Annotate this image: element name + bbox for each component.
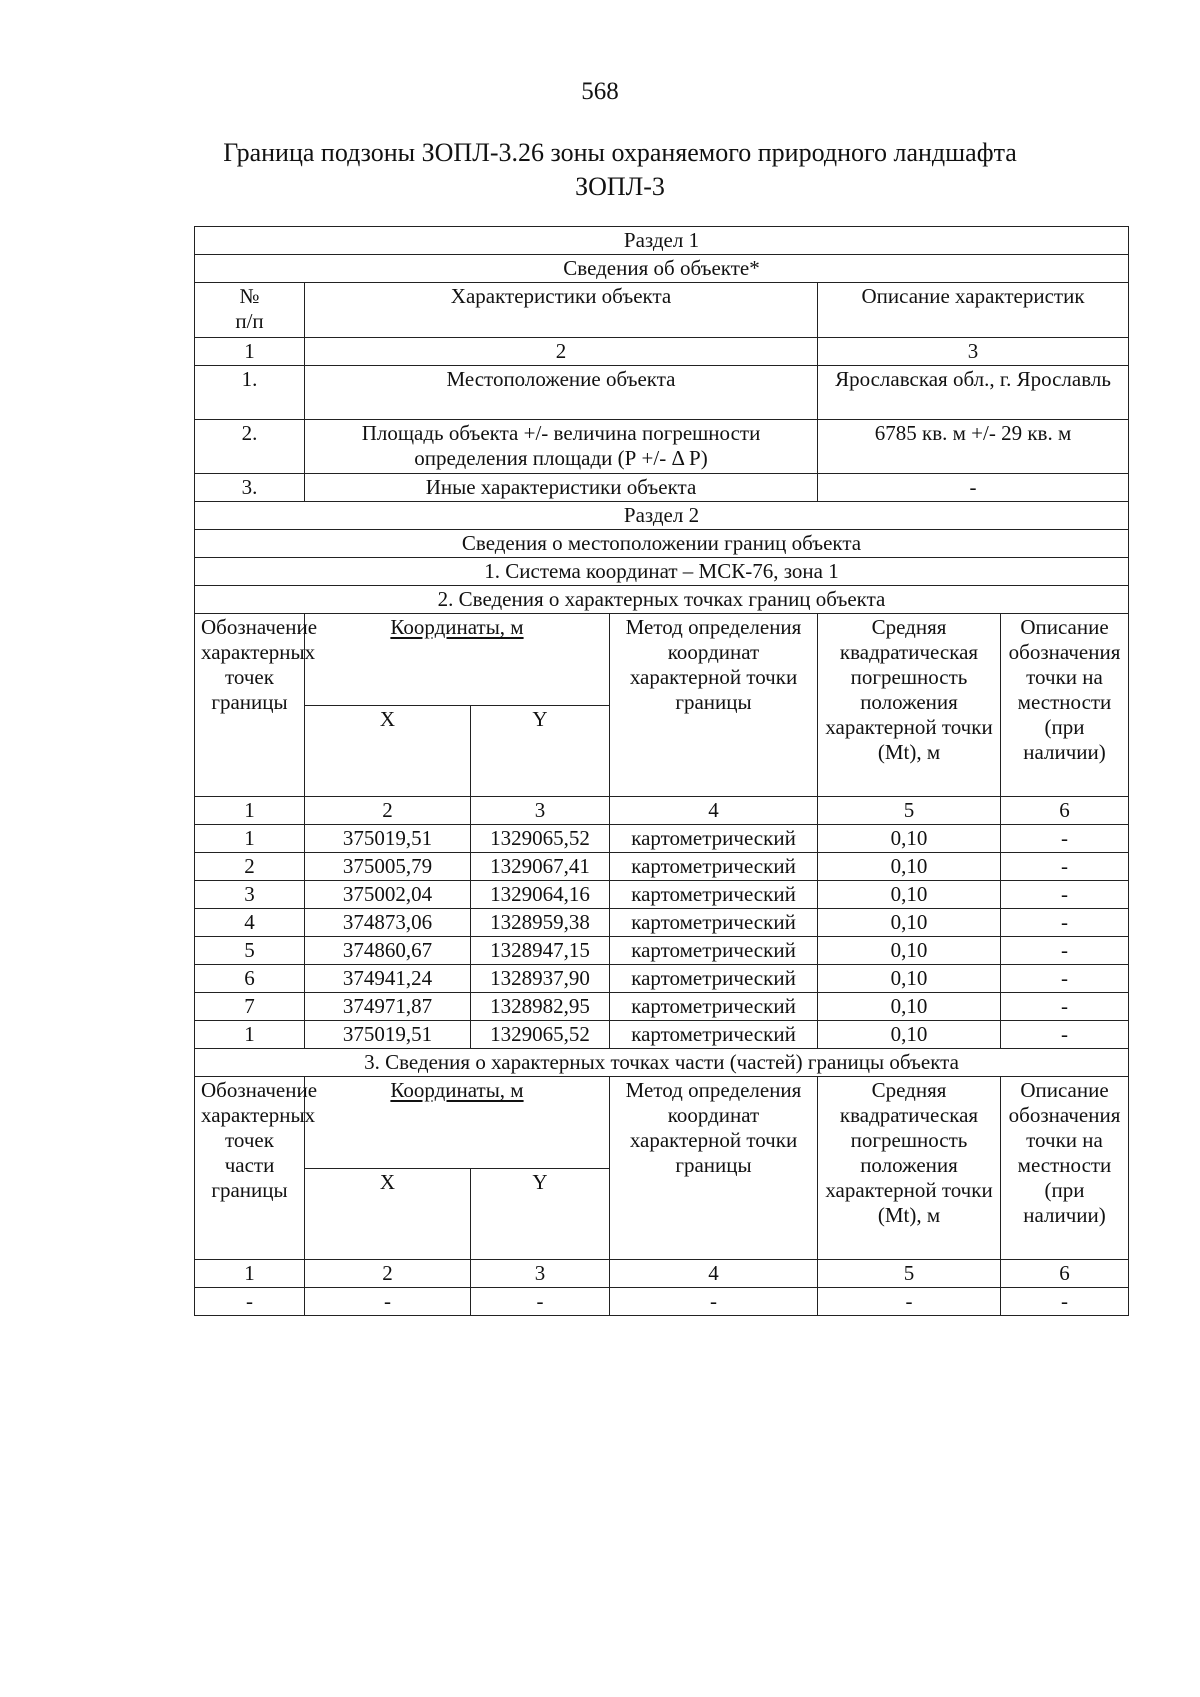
point-y: 1329065,52 <box>471 1021 610 1049</box>
title-line-2: ЗОПЛ-3 <box>575 172 665 201</box>
index-cell: 5 <box>818 1260 1001 1288</box>
point-error: 0,10 <box>818 909 1001 937</box>
point-number: 5 <box>195 937 305 965</box>
index-cell: 2 <box>305 338 818 366</box>
section2-header: Раздел 2 <box>195 502 1129 530</box>
point-error: 0,10 <box>818 881 1001 909</box>
parts-col-header-method: Метод определения координат характерной точки границы <box>610 1077 818 1260</box>
parts-cell: - <box>818 1288 1001 1316</box>
point-method: картометрический <box>610 937 818 965</box>
row-number: 1. <box>195 366 305 420</box>
row-value: - <box>818 474 1129 502</box>
point-row <box>195 881 1129 909</box>
point-description: - <box>1001 909 1129 937</box>
col-header-characteristics: Характеристики объекта <box>305 283 818 338</box>
point-description: - <box>1001 881 1129 909</box>
parts-col-header-y: Y <box>471 1168 610 1260</box>
col-header-designation: Обозначение характерных точек границы <box>195 614 305 797</box>
row-characteristic: Иные характеристики объекта <box>305 474 818 502</box>
row-value: Ярославская обл., г. Ярославль <box>818 366 1129 420</box>
parts-col-header-point-description: Описание обозначения точки на местности (при наличии) <box>1001 1077 1129 1260</box>
section2-subheader: Сведения о местоположении границ объекта <box>195 530 1129 558</box>
col-header-coords <box>305 614 610 706</box>
col-header-number <box>195 283 305 338</box>
point-description: - <box>1001 825 1129 853</box>
col-header-x: X <box>305 705 471 797</box>
point-description: - <box>1001 937 1129 965</box>
point-method: картометрический <box>610 909 818 937</box>
point-number: 3 <box>195 881 305 909</box>
point-y: 1328982,95 <box>471 993 610 1021</box>
col-header-error: Средняя квадратическая погрешность положения характерной точки (Mt), м <box>818 614 1001 797</box>
index-cell: 3 <box>818 338 1129 366</box>
point-method: картометрический <box>610 965 818 993</box>
point-error: 0,10 <box>818 825 1001 853</box>
point-number: 7 <box>195 993 305 1021</box>
point-error: 0,10 <box>818 993 1001 1021</box>
coordinate-system: 1. Система координат – МСК-76, зона 1 <box>195 558 1129 586</box>
index-cell: 1 <box>195 1260 305 1288</box>
point-error: 0,10 <box>818 965 1001 993</box>
boundary-form-table <box>194 226 1129 1316</box>
point-row <box>195 853 1129 881</box>
row-number: 3. <box>195 474 305 502</box>
page-number: 568 <box>581 78 619 105</box>
parts-cell: - <box>471 1288 610 1316</box>
col-header-number-line2: п/п <box>235 309 264 333</box>
point-row <box>195 909 1129 937</box>
row-number: 2. <box>195 420 305 474</box>
index-cell: 3 <box>471 797 610 825</box>
point-description: - <box>1001 993 1129 1021</box>
point-description: - <box>1001 1021 1129 1049</box>
point-x: 374971,87 <box>305 993 471 1021</box>
col-header-number-line1: № <box>239 284 260 308</box>
point-row <box>195 937 1129 965</box>
row-value: 6785 кв. м +/- 29 кв. м <box>818 420 1129 474</box>
point-y: 1329064,16 <box>471 881 610 909</box>
point-x: 375019,51 <box>305 825 471 853</box>
point-number: 4 <box>195 909 305 937</box>
parts-cell: - <box>1001 1288 1129 1316</box>
index-cell: 6 <box>1001 1260 1129 1288</box>
index-cell: 4 <box>610 1260 818 1288</box>
index-cell: 4 <box>610 797 818 825</box>
point-x: 375002,04 <box>305 881 471 909</box>
parts-cell: - <box>195 1288 305 1316</box>
point-row <box>195 825 1129 853</box>
col-header-y: Y <box>471 705 610 797</box>
point-x: 374941,24 <box>305 965 471 993</box>
point-method: картометрический <box>610 993 818 1021</box>
point-description: - <box>1001 853 1129 881</box>
point-x: 374860,67 <box>305 937 471 965</box>
parts-cell: - <box>305 1288 471 1316</box>
point-y: 1328947,15 <box>471 937 610 965</box>
section1-subheader: Сведения об объекте* <box>195 255 1129 283</box>
index-cell: 3 <box>471 1260 610 1288</box>
index-cell: 2 <box>305 797 471 825</box>
point-y: 1328937,90 <box>471 965 610 993</box>
point-row <box>195 993 1129 1021</box>
parts-cell: - <box>610 1288 818 1316</box>
parts-col-header-x: X <box>305 1168 471 1260</box>
parts-coords-label: Координаты, м <box>390 1078 524 1102</box>
col-header-point-description: Описание обозначения точки на местности (при наличии) <box>1001 614 1129 797</box>
point-x: 375019,51 <box>305 1021 471 1049</box>
parts-col-header-designation: Обозначение характерных точек части границы <box>195 1077 305 1260</box>
point-number: 1 <box>195 1021 305 1049</box>
point-y: 1329065,52 <box>471 825 610 853</box>
parts-col-header-coords <box>305 1077 610 1169</box>
point-method: картометрический <box>610 853 818 881</box>
point-error: 0,10 <box>818 1021 1001 1049</box>
point-y: 1328959,38 <box>471 909 610 937</box>
point-description: - <box>1001 965 1129 993</box>
point-error: 0,10 <box>818 853 1001 881</box>
index-cell: 5 <box>818 797 1001 825</box>
point-row <box>195 1021 1129 1049</box>
col-header-method: Метод определения координат характерной точки границы <box>610 614 818 797</box>
parts-row <box>195 1288 1129 1316</box>
point-x: 374873,06 <box>305 909 471 937</box>
coords-label: Координаты, м <box>390 615 524 639</box>
point-x: 375005,79 <box>305 853 471 881</box>
parts-col-header-error: Средняя квадратическая погрешность положения характерной точки (Mt), м <box>818 1077 1001 1260</box>
point-number: 2 <box>195 853 305 881</box>
point-method: картометрический <box>610 825 818 853</box>
points-header: 2. Сведения о характерных точках границ объекта <box>195 586 1129 614</box>
row-characteristic: Площадь объекта +/- величина погрешности определения площади (Р +/- Δ Р) <box>305 420 818 474</box>
point-method: картометрический <box>610 1021 818 1049</box>
document-title <box>160 136 1080 204</box>
point-method: картометрический <box>610 881 818 909</box>
title-line-1: Граница подзоны ЗОПЛ-3.26 зоны охраняемого природного ландшафта <box>223 138 1017 167</box>
section1-header: Раздел 1 <box>195 227 1129 255</box>
col-header-description: Описание характеристик <box>818 283 1129 338</box>
index-cell: 1 <box>195 797 305 825</box>
point-error: 0,10 <box>818 937 1001 965</box>
point-y: 1329067,41 <box>471 853 610 881</box>
point-number: 1 <box>195 825 305 853</box>
index-cell: 1 <box>195 338 305 366</box>
index-cell: 2 <box>305 1260 471 1288</box>
parts-header: 3. Сведения о характерных точках части (частей) границы объекта <box>195 1049 1129 1077</box>
point-row <box>195 965 1129 993</box>
index-cell: 6 <box>1001 797 1129 825</box>
row-characteristic: Местоположение объекта <box>305 366 818 420</box>
point-number: 6 <box>195 965 305 993</box>
